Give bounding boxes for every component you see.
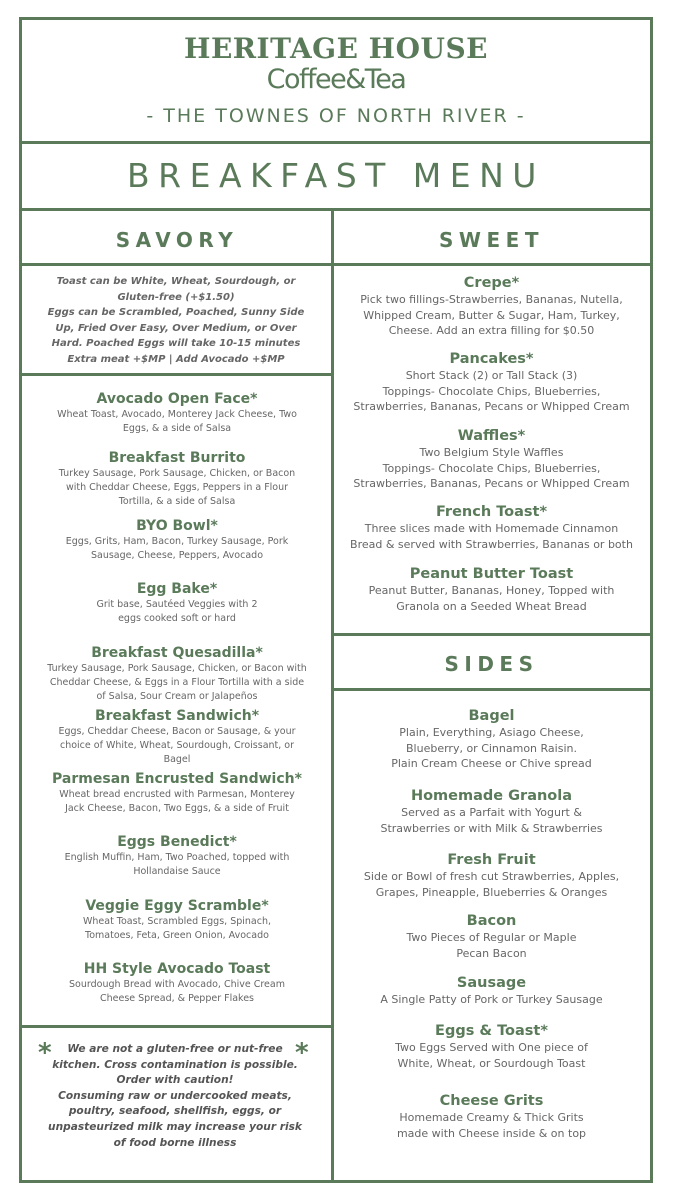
location-line: - THE TOWNES OF NORTH RIVER - — [146, 105, 526, 127]
disclaimer-line: We are not a gluten-free or nut-free — [67, 1043, 283, 1055]
divider-header — [22, 141, 650, 144]
menu-item-crepe — [337, 274, 646, 339]
disclaimer-line: of food borne illness — [113, 1136, 237, 1149]
item-title: Cheese Grits — [439, 1093, 544, 1109]
section-heading-sweet: SWEET — [439, 228, 544, 252]
disclaimer-line: Order with caution! — [116, 1074, 234, 1087]
item-desc-line: choice of White, Wheat, Sourdough, Croissant, or — [59, 740, 295, 751]
item-desc-line: Two Pieces of Regular or Maple — [406, 931, 577, 944]
item-desc-line: Short Stack (2) or Tall Stack (3) — [405, 369, 578, 382]
item-desc-line: Served as a Parfait with Yogurt & — [401, 806, 582, 819]
savory-note — [30, 274, 322, 367]
item-desc-line: Strawberries, Bananas, Pecans or Whipped Cream — [353, 477, 630, 490]
item-title: Peanut Butter Toast — [409, 566, 574, 582]
item-desc-line: Pecan Bacon — [456, 946, 527, 960]
item-desc-line: Cheese. Add an extra filling for $0.50 — [388, 324, 595, 337]
note-line: Gluten-free (+$1.50) — [117, 291, 235, 303]
note-line: Up, Fried Over Easy, Over Medium, or Over — [55, 322, 297, 334]
item-title: Crepe* — [463, 275, 520, 291]
allergy-disclaimer — [44, 1042, 306, 1151]
item-desc-line: Jack Cheese, Bacon, Two Eggs, & a side of Fruit — [65, 803, 289, 814]
item-desc-line: Cheddar Cheese, & Eggs in a Flour Tortilla with a side — [49, 677, 305, 688]
item-desc-line: with Cheddar Cheese, Eggs, Peppers in a Flour — [65, 482, 289, 493]
item-title: Eggs & Toast* — [435, 1023, 548, 1039]
item-title: Breakfast Burrito — [108, 450, 246, 466]
item-title: Bagel — [468, 708, 515, 724]
note-line: Hard. Poached Eggs will take 10-15 minutes — [51, 338, 301, 349]
item-desc-line: made with Cheese inside & on top — [396, 1126, 587, 1140]
item-title: BYO Bowl* — [136, 518, 218, 534]
divider-savory-disclaimer — [22, 1025, 332, 1028]
item-title: Bacon — [466, 913, 517, 929]
menu-item-veggie-eggy-scramble — [26, 897, 328, 943]
menu-item-egg-bake — [26, 580, 328, 626]
item-desc-line: White, Wheat, or Sourdough Toast — [397, 1056, 586, 1070]
section-heading-sides: SIDES — [444, 652, 539, 676]
item-desc-line: Plain Cream Cheese or Chive spread — [391, 757, 592, 770]
item-desc-line: Sourdough Bread with Avocado, Chive Cream — [69, 979, 285, 990]
item-desc-line: Pick two fillings-Strawberries, Bananas, Nutella, — [360, 293, 623, 306]
item-desc-line: Two Belgium Style Waffles — [419, 446, 564, 459]
menu-title: BREAKFAST MENU — [127, 156, 545, 195]
menu-item-eggs-benedict — [26, 833, 328, 879]
divider-savory-head — [22, 263, 332, 266]
item-title: Veggie Eggy Scramble* — [85, 898, 269, 914]
brand-name: HERITAGE HOUSE — [183, 32, 489, 65]
menu-item-peanut-butter-toast — [337, 565, 646, 614]
item-title: Egg Bake* — [136, 581, 218, 597]
item-desc-line: Homemade Creamy & Thick Grits — [399, 1111, 584, 1124]
asterisk-icon: * — [38, 1038, 52, 1068]
disclaimer-line: unpasteurized milk may increase your risk — [48, 1120, 302, 1133]
menu-item-homemade-granola — [337, 787, 646, 836]
item-desc-line: Grapes, Pineapple, Blueberries & Oranges — [375, 885, 608, 899]
item-desc-line: English Muffin, Ham, Two Poached, topped with — [64, 852, 290, 863]
item-title: Fresh Fruit — [447, 852, 536, 868]
item-desc-line: Eggs, Cheddar Cheese, Bacon or Sausage, & your — [58, 726, 296, 737]
item-desc-line: Grit base, Sautéed Veggies with 2 — [96, 599, 258, 610]
item-desc-line: Tortilla, & a side of Salsa — [118, 496, 236, 507]
item-title: Homemade Granola — [410, 788, 573, 804]
note-line: Extra meat +$MP | Add Avocado +$MP — [67, 353, 285, 365]
item-desc-line: Wheat Toast, Avocado, Monterey Jack Cheese, Two — [57, 409, 297, 420]
item-desc-line: Cheese Spread, & Pepper Flakes — [99, 993, 255, 1004]
menu-item-byo-bowl — [26, 517, 328, 563]
menu-item-avocado-open-face — [26, 390, 328, 436]
item-desc-line: Blueberry, or Cinnamon Raisin. — [406, 741, 577, 755]
item-desc-line: Granola on a Seeded Wheat Bread — [396, 599, 587, 613]
disclaimer-line: poultry, seafood, shellfish, eggs, or — [68, 1105, 282, 1118]
item-desc-line: Toppings- Chocolate Chips, Blueberries, — [382, 384, 601, 398]
item-desc-line: Sausage, Cheese, Peppers, Avocado — [90, 550, 264, 561]
item-desc-line: Strawberries, Bananas, Pecans or Whipped Cream — [353, 400, 630, 413]
section-heading-savory: SAVORY — [115, 228, 239, 252]
item-desc-line: Turkey Sausage, Pork Sausage, Chicken, or Bacon — [58, 468, 296, 479]
disclaimer-line: kitchen. Cross contamination is possible. — [52, 1058, 298, 1071]
item-title: Parmesan Encrusted Sandwich* — [52, 771, 302, 787]
item-title: Breakfast Quesadilla* — [91, 645, 263, 661]
brand-subtitle: Coffee&Tea — [266, 64, 406, 95]
item-desc-line: eggs cooked soft or hard — [118, 613, 236, 624]
item-desc-line: Bread & served with Strawberries, Bananas or both — [350, 537, 633, 551]
item-desc-line: Strawberries or with Milk & Strawberries — [380, 821, 603, 835]
menu-item-eggs-toast — [337, 1022, 646, 1071]
divider-sides-head — [333, 688, 650, 691]
menu-item-cheese-grits — [337, 1092, 646, 1141]
item-desc-line: of Salsa, Sour Cream or Jalapeños — [96, 691, 258, 702]
item-desc-line: Bagel — [163, 754, 191, 765]
item-title: French Toast* — [435, 504, 548, 520]
menu-item-breakfast-quesadilla — [26, 644, 328, 704]
item-desc-line: Wheat bread encrusted with Parmesan, Monterey — [59, 789, 295, 800]
item-title: Sausage — [456, 975, 527, 991]
item-desc-line: Toppings- Chocolate Chips, Blueberries, — [382, 461, 601, 475]
asterisk-icon: * — [295, 1038, 309, 1068]
menu-item-pancakes — [337, 350, 646, 415]
menu-item-waffles — [337, 427, 646, 492]
menu-item-bacon — [337, 912, 646, 961]
item-title: Breakfast Sandwich* — [94, 708, 260, 724]
item-desc-line: Plain, Everything, Asiago Cheese, — [399, 726, 584, 739]
item-desc-line: Side or Bowl of fresh cut Strawberries, Apples, — [363, 870, 620, 883]
menu-item-breakfast-burrito — [26, 449, 328, 509]
menu-item-sausage — [337, 974, 646, 1008]
item-desc-line: Three slices made with Homemade Cinnamon — [364, 522, 619, 535]
menu-item-parmesan-sandwich — [26, 770, 328, 816]
item-desc-line: Hollandaise Sauce — [133, 866, 221, 877]
menu-item-breakfast-sandwich — [26, 707, 328, 767]
menu-item-fresh-fruit — [337, 851, 646, 900]
item-desc-line: Two Eggs Served with One piece of — [395, 1041, 588, 1054]
item-desc-line: Wheat Toast, Scrambled Eggs, Spinach, — [82, 916, 272, 927]
item-title: Avocado Open Face* — [96, 391, 258, 407]
item-desc-line: Tomatoes, Feta, Green Onion, Avocado — [85, 930, 269, 941]
note-line: Eggs can be Scrambled, Poached, Sunny Side — [47, 307, 305, 318]
menu-item-hh-avocado-toast — [26, 960, 328, 1006]
menu-item-french-toast — [337, 503, 646, 552]
item-desc-line: Peanut Butter, Bananas, Honey, Topped with — [368, 584, 615, 597]
item-desc-line: Eggs, & a side of Salsa — [122, 423, 232, 434]
divider-title — [22, 208, 650, 211]
item-desc-line: A Single Patty of Pork or Turkey Sausage — [380, 993, 603, 1006]
divider-sides-top — [333, 633, 650, 636]
divider-savory-note — [22, 373, 332, 376]
item-title: Waffles* — [457, 428, 526, 444]
item-title: HH Style Avocado Toast — [83, 961, 271, 977]
divider-columns — [331, 208, 334, 1180]
disclaimer-line: Consuming raw or undercooked meats, — [58, 1089, 292, 1102]
item-title: Eggs Benedict* — [117, 834, 237, 850]
item-desc-line: Whipped Cream, Butter & Sugar, Ham, Turkey, — [363, 308, 620, 322]
item-desc-line: Turkey Sausage, Pork Sausage, Chicken, or Bacon with — [47, 663, 307, 674]
note-line: Toast can be White, Wheat, Sourdough, or — [56, 276, 296, 287]
item-title: Pancakes* — [449, 351, 534, 367]
item-desc-line: Eggs, Grits, Ham, Bacon, Turkey Sausage, Pork — [65, 536, 289, 547]
divider-sweet-head — [333, 263, 650, 266]
menu-item-bagel — [337, 707, 646, 772]
